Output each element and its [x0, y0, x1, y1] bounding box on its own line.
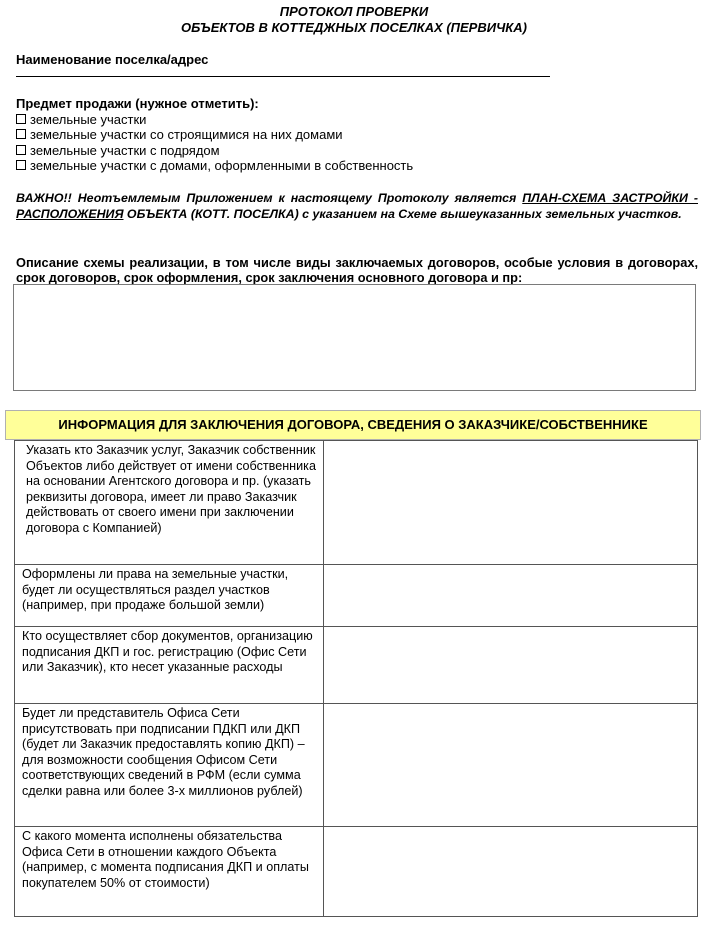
table-row-question: Указать кто Заказчик услуг, Заказчик собственник Объектов либо действует от имени собственника на основании Агентского договора и пр. (указать реквизиты договора, имеет ли право Заказчик действовать от своего имени при заключении договора с Компанией) — [26, 443, 316, 535]
sale-option[interactable] — [16, 143, 413, 158]
sale-option-label: земельные участки — [30, 112, 147, 127]
table-row-answer-field[interactable] — [325, 827, 697, 915]
sale-option-label: земельные участки с подрядом — [30, 142, 220, 158]
document-title-line2: ОБЪЕКТОВ В КОТТЕДЖНЫХ ПОСЕЛКАХ (ПЕРВИЧКА) — [180, 20, 528, 35]
address-underline-field[interactable] — [16, 76, 550, 77]
sale-subject-label: Предмет продажи (нужное отметить): — [16, 96, 259, 111]
important-prefix: ВАЖНО!! Неотъемлемым Приложением к настоящему Протоколу является — [16, 191, 523, 205]
table-border — [697, 440, 698, 917]
document-title-line1: ПРОТОКОЛ ПРОВЕРКИ — [279, 4, 429, 19]
checkbox-icon[interactable] — [16, 129, 26, 139]
scheme-description-label: Описание схемы реализации, в том числе виды заключаемых договоров, особые условия в договорах, срок договоров, срок оформления, срок заключения основного договора и пр: — [16, 255, 698, 285]
table-row-answer-field[interactable] — [325, 704, 697, 825]
table-border — [14, 440, 15, 917]
table-row-answer-field[interactable] — [325, 441, 697, 563]
address-label: Наименование поселка/адрес — [16, 52, 209, 67]
sale-option-label: земельные участки с домами, оформленными в собственность — [30, 157, 414, 173]
checkbox-icon[interactable] — [16, 160, 26, 170]
table-row-question: Кто осуществляет сбор документов, организацию подписания ДКП и гос. регистрацию (Офис Сети или Заказчик), кто несет указанные расходы — [22, 629, 313, 674]
checkbox-icon[interactable] — [16, 114, 26, 124]
customer-info-table — [14, 440, 698, 917]
scheme-description-field[interactable] — [13, 284, 696, 391]
important-highlight: ПЛАН-СХЕМА ЗАСТРОЙКИ - РАСПОЛОЖЕНИЯ — [16, 191, 698, 221]
table-row-question: С какого момента исполнены обязательства Офиса Сети в отношении каждого Объекта (например, с момента подписания ДКП и оплаты покупателем 50% от стоимости) — [22, 829, 309, 890]
sale-option[interactable] — [16, 127, 413, 142]
sale-option[interactable] — [16, 112, 413, 127]
table-row-answer-field[interactable] — [325, 565, 697, 625]
important-suffix: ОБЪЕКТА (КОТТ. ПОСЕЛКА) с указанием на Схеме вышеуказанных земельных участков. — [123, 207, 682, 221]
table-row-question: Оформлены ли права на земельные участки, будет ли осуществляться раздел участков (например, при продаже большой земли) — [22, 567, 289, 612]
section-banner: ИНФОРМАЦИЯ ДЛЯ ЗАКЛЮЧЕНИЯ ДОГОВОРА, СВЕДЕНИЯ О ЗАКАЗЧИКЕ/СОБСТВЕННИКЕ — [5, 410, 701, 440]
checkbox-icon[interactable] — [16, 145, 26, 155]
sale-option[interactable] — [16, 158, 413, 173]
sale-option-label: земельные участки со строящимися на них домами — [30, 127, 343, 143]
sale-subject-options — [16, 112, 413, 173]
table-border — [14, 916, 698, 917]
table-row-question: Будет ли представитель Офиса Сети присутствовать при подписании ПДКП или ДКП (будет ли Заказчик предоставлять копию ДКП) – для возможности сообщения Офисом Сети соответствующих сведений в РФМ (если сумма сделки равна или более 3-х миллионов рублей) — [22, 706, 305, 798]
table-row-answer-field[interactable] — [325, 627, 697, 702]
important-note — [16, 190, 698, 222]
